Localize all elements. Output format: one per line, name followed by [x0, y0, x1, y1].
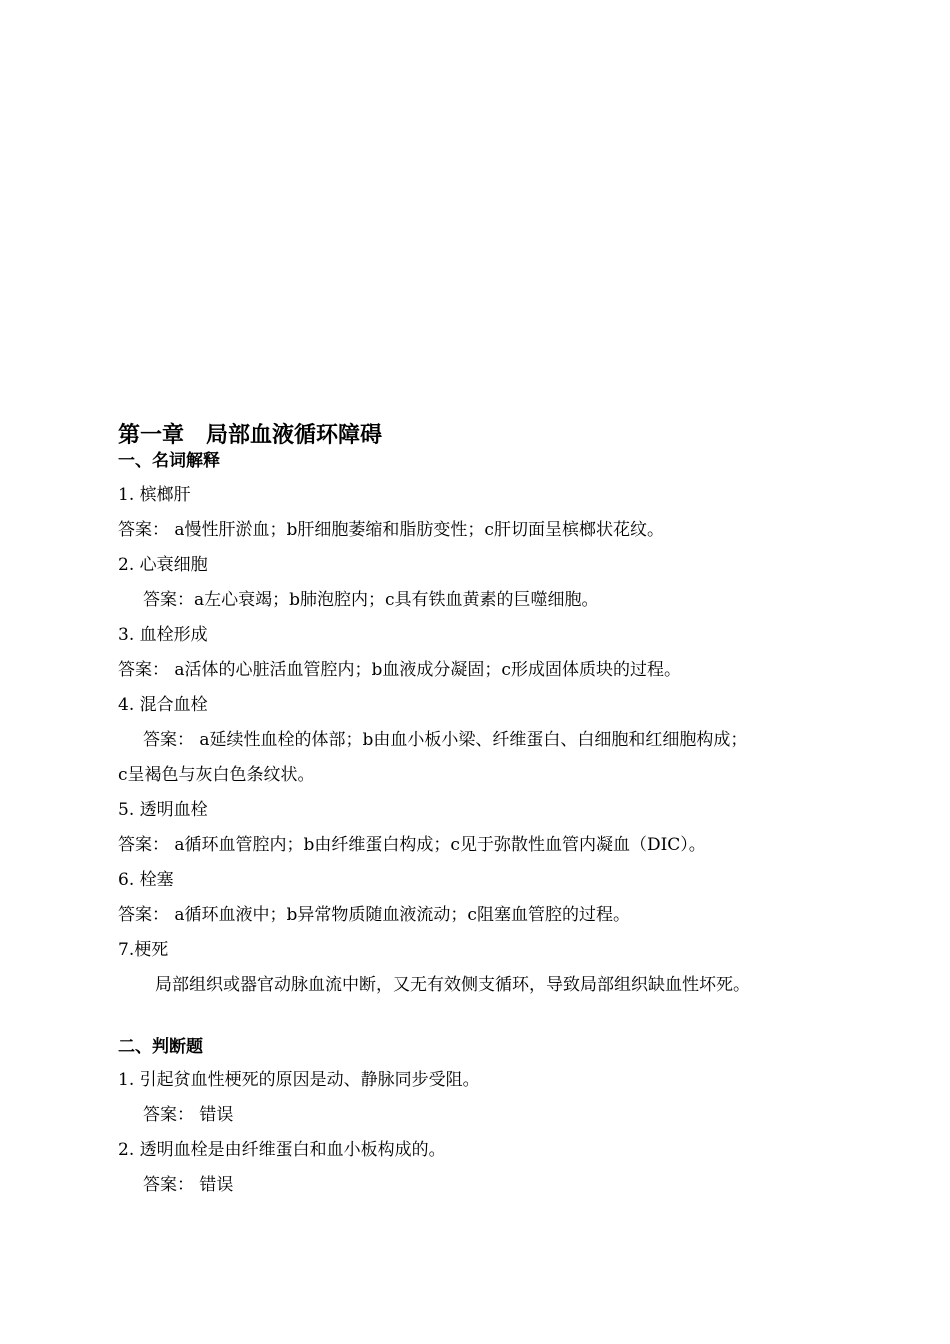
section-heading-definitions: 一、名词解释 [118, 451, 220, 471]
question-1: 1. 引起贫血性梗死的原因是动、静脉同步受阻。 [118, 1070, 480, 1090]
section-heading-true-false: 二、判断题 [118, 1037, 203, 1057]
term-6: 6. 栓塞 [118, 870, 174, 890]
term-2: 2. 心衰细胞 [118, 555, 208, 575]
question-2: 2. 透明血栓是由纤维蛋白和血小板构成的。 [118, 1140, 446, 1160]
term-4: 4. 混合血栓 [118, 695, 208, 715]
answer-7: 局部组织或器官动脉血流中断，又无有效侧支循环，导致局部组织缺血性坏死。 [155, 975, 750, 995]
answer-2: 答案：a左心衰竭；b肺泡腔内；c具有铁血黄素的巨噬细胞。 [143, 590, 599, 610]
answer-4-line-2: c呈褐色与灰白色条纹状。 [118, 765, 315, 785]
term-7: 7.梗死 [118, 940, 169, 960]
answer-4-line-1: 答案： a延续性血栓的体部；b由血小板小梁、纤维蛋白、白细胞和红细胞构成； [143, 730, 748, 750]
chapter-title: 第一章 局部血液循环障碍 [118, 423, 383, 448]
question-2-answer: 答案： 错误 [143, 1175, 234, 1195]
answer-3: 答案： a活体的心脏活血管腔内；b血液成分凝固；c形成固体质块的过程。 [118, 660, 681, 680]
answer-1: 答案： a慢性肝淤血；b肝细胞萎缩和脂肪变性；c肝切面呈槟榔状花纹。 [118, 520, 664, 540]
answer-6: 答案： a循环血液中；b异常物质随血液流动；c阻塞血管腔的过程。 [118, 905, 630, 925]
term-3: 3. 血栓形成 [118, 625, 208, 645]
answer-5: 答案： a循环血管腔内；b由纤维蛋白构成；c见于弥散性血管内凝血（DIC）。 [118, 835, 706, 855]
question-1-answer: 答案： 错误 [143, 1105, 234, 1125]
term-5: 5. 透明血栓 [118, 800, 208, 820]
term-1: 1. 槟榔肝 [118, 485, 191, 505]
